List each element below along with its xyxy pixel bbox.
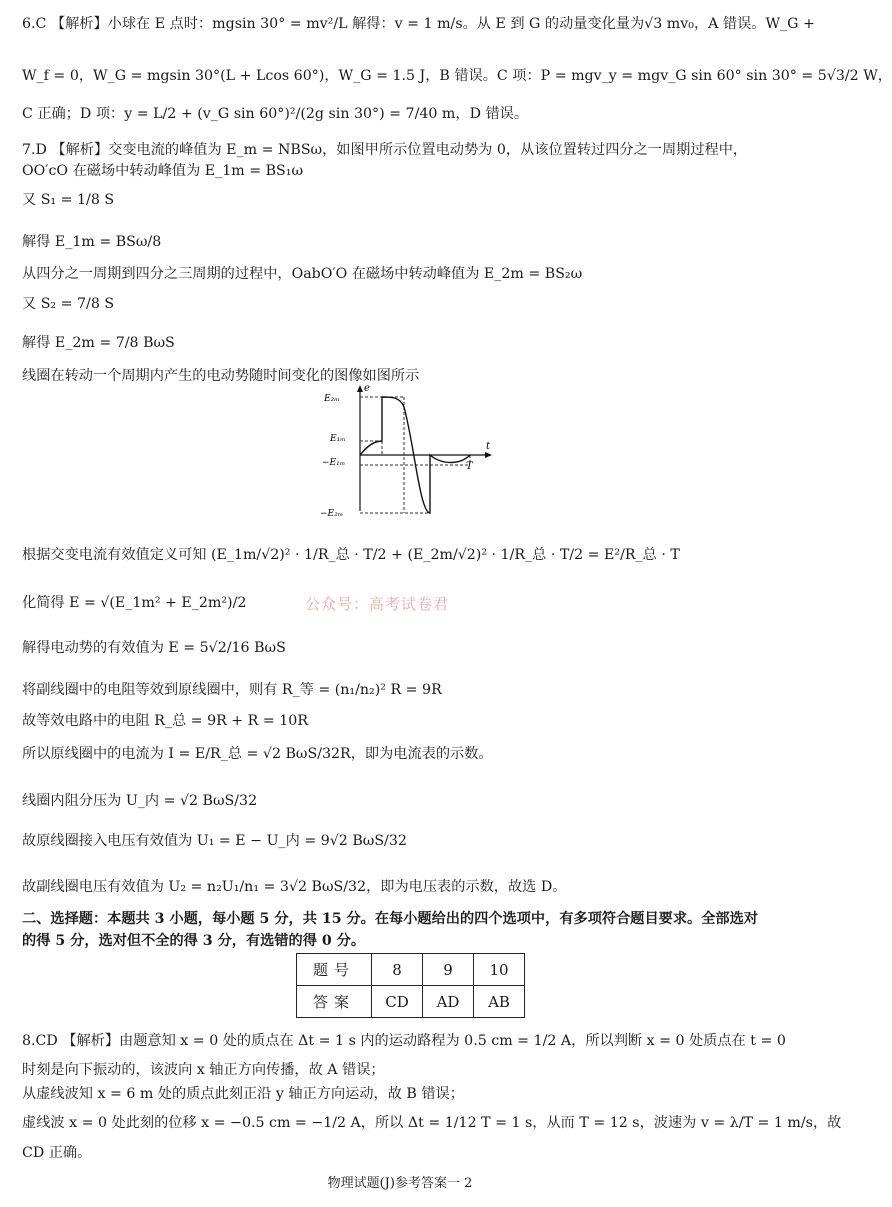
table-cell: 9: [423, 954, 474, 986]
text-line-q7-l: 将副线圈中的电阻等效到原线圈中，则有 R_等 = (n₁/n₂)² R = 9R: [22, 682, 442, 698]
table-cell: 8: [372, 954, 423, 986]
text-line-q8-d: 虚线波 x = 0 处此刻的位移 x = −0.5 cm = −1/2 A，所以 Δt = 1/12 T = 1 s，从而 T = 12 s，波速为 v = λ/T = 1 m/s，故: [22, 1115, 842, 1131]
table-cell: AB: [474, 986, 525, 1018]
text-line-q8-a: 8.CD 【解析】由题意知 x = 0 处的质点在 Δt = 1 s 内的运动路程为 0.5 cm = 1/2 A，所以判断 x = 0 处质点在 t = 0: [22, 1033, 786, 1049]
text-line-q7-n: 所以原线圈中的电流为 I = E/R_总 = √2 BωS/32R，即为电流表的示数。: [22, 746, 493, 762]
neg-e2m-label: −E₂ₘ: [320, 509, 344, 519]
text-line-q7-d: 解得 E_1m = BSω/8: [22, 234, 162, 250]
text-line-q7-j: 化简得 E = √(E_1m² + E_2m²)/2: [22, 595, 247, 611]
answer-table-row: [297, 954, 525, 986]
text-line-q7-q: 故副线圈电压有效值为 U₂ = n₂U₁/n₁ = 3√2 BωS/32，即为电压表的示数，故选 D。: [22, 879, 567, 895]
table-cell: AD: [423, 986, 474, 1018]
e2m-label: E₂ₘ: [324, 394, 340, 404]
text-line-q7-f: 又 S₂ = 7/8 S: [22, 296, 115, 312]
t-axis-label: t: [486, 441, 491, 452]
watermark: 公众号：高考试卷君: [305, 595, 450, 613]
table-cell: 题号: [297, 954, 372, 986]
text-line-q7-p: 故原线圈接入电压有效值为 U₁ = E − U_内 = 9√2 BωS/32: [22, 833, 407, 849]
text-line-q7-b: OO′cO 在磁场中转动峰值为 E_1m = BS₁ω: [22, 163, 304, 179]
e1m-label: E₁ₘ: [330, 434, 346, 444]
text-line-q7-g: 解得 E_2m = 7/8 BωS: [22, 335, 175, 351]
table-cell: CD: [372, 986, 423, 1018]
text-line-q7-m: 故等效电路中的电阻 R_总 = 9R + R = 10R: [22, 713, 309, 729]
answer-table: [296, 953, 525, 1018]
table-cell: 答案: [297, 986, 372, 1018]
e-axis-label: e: [364, 383, 370, 394]
text-line-q7-e: 从四分之一周期到四分之三周期的过程中，OabO′O 在磁场中转动峰值为 E_2m = BS₂ω: [22, 266, 583, 282]
text-line-sec2-b: 的得 5 分，选对但不全的得 3 分，有选错的得 0 分。: [22, 933, 366, 949]
text-line-q7-o: 线圈内阻分压为 U_内 = √2 BωS/32: [22, 793, 258, 809]
text-line-q6-b: W_f = 0，W_G = mgsin 30°(L + Lcos 60°)，W_G = 1.5 J，B 错误。C 项：P = mgv_y = mgv_G sin 60° sin 30° = 5√3/2 W，: [22, 68, 892, 84]
text-line-q6-c: C 正确；D 项：y = L/2 + (v_G sin 60°)²/(2g sin 30°) = 7/40 m，D 错误。: [22, 106, 529, 122]
text-line-q7-c: 又 S₁ = 1/8 S: [22, 192, 115, 208]
text-line-sec2-a: 二、选择题：本题共 3 小题，每小题 5 分，共 15 分。在每小题给出的四个选项中，有多项符合题目要求。全部选对: [22, 911, 758, 927]
e-axis-arrow-icon: [357, 385, 363, 392]
text-line-q8-c: 从虚线波知 x = 6 m 处的质点此刻正沿 y 轴正方向运动，故 B 错误；: [22, 1086, 464, 1102]
page-footer: 物理试题(J)参考答案一 2: [327, 1176, 473, 1191]
t-axis-arrow-icon: [485, 452, 492, 458]
text-line-q8-b: 时刻是向下振动的，该波向 x 轴正方向传播，故 A 错误；: [22, 1062, 385, 1078]
text-line-q8-e: CD 正确。: [22, 1145, 92, 1161]
emf-time-graph: [320, 383, 500, 518]
text-line-q7-h: 线圈在转动一个周期内产生的电动势随时间变化的图像如图所示: [22, 368, 420, 384]
text-line-q7-i: 根据交变电流有效值定义可知 (E_1m/√2)² · 1/R_总 · T/2 + (E_2m/√2)² · 1/R_总 · T/2 = E²/R_总 · T: [22, 547, 680, 563]
period-label: T: [466, 461, 473, 472]
text-line-q7-a: 7.D 【解析】交变电流的峰值为 E_m = NBSω，如图甲所示位置电动势为 0，从该位置转过四分之一周期过程中，: [22, 142, 748, 158]
text-line-q7-k: 解得电动势的有效值为 E = 5√2/16 BωS: [22, 640, 286, 656]
text-line-q6-a: 6.C 【解析】小球在 E 点时：mgsin 30° = mv²/L 解得：v = 1 m/s。从 E 到 G 的动量变化量为√3 mv₀，A 错误。W_G +: [22, 16, 815, 32]
neg-e1m-label: −E₁ₘ: [322, 458, 346, 468]
table-cell: 10: [474, 954, 525, 986]
answer-table-row: [297, 986, 525, 1018]
